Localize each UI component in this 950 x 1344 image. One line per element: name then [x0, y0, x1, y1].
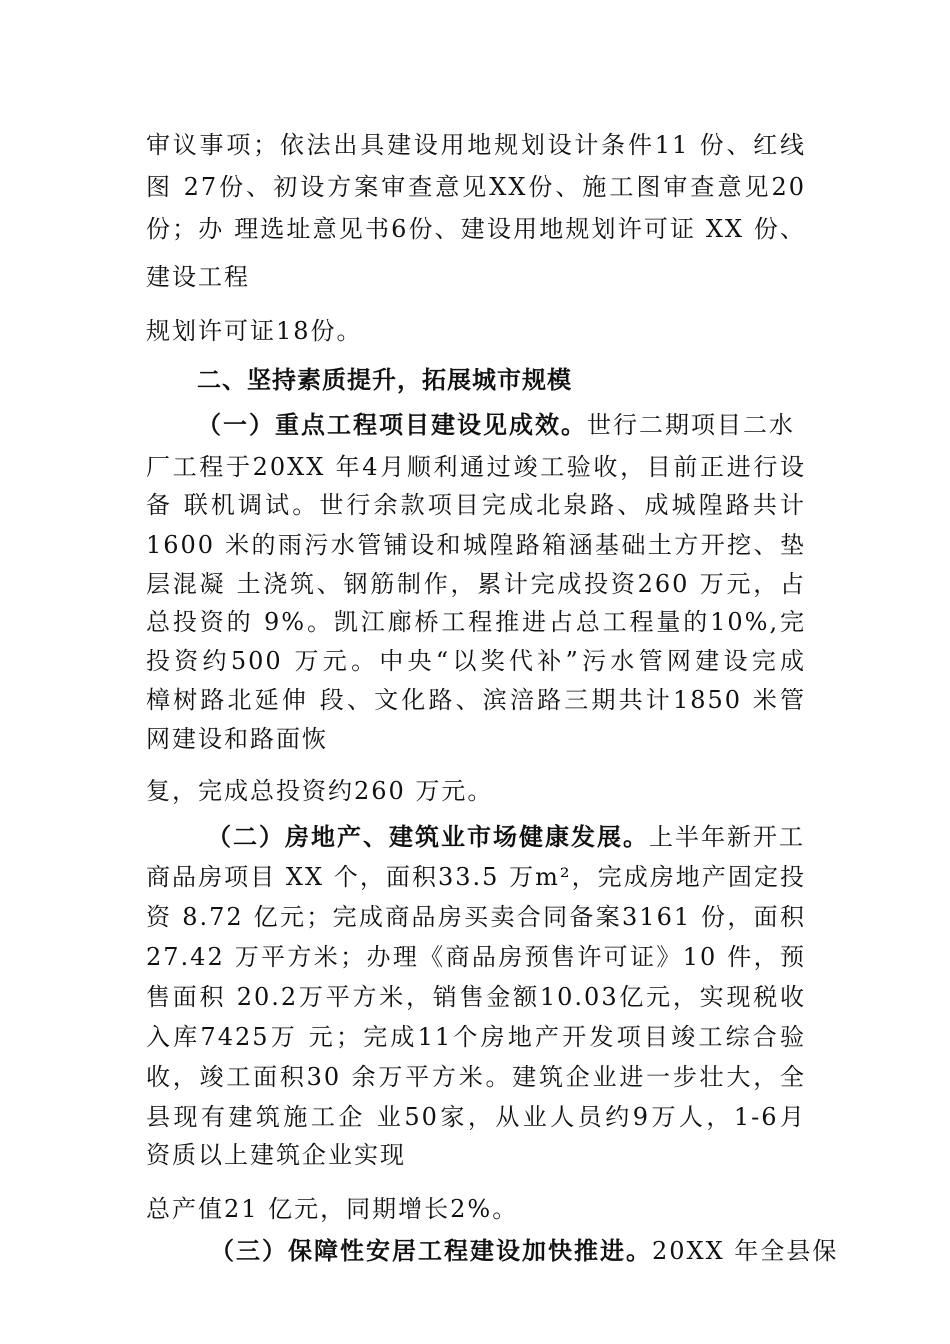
paragraph-line: 27.42 万平方米；办理《商品房预售许可证》10 件，预: [146, 943, 806, 971]
paragraph-text: 世行二期项目二水: [587, 411, 795, 439]
paragraph-line: 份；办 理选址意见书6份、建设用地规划许可证 XX 份、: [146, 215, 806, 243]
paragraph-line: 资质以上建筑企业实现: [146, 1141, 406, 1169]
paragraph-line: 图 27份、初设方案审查意见XX份、施工图审查意见20: [146, 173, 806, 201]
paragraph-line: 规划许可证18份。: [146, 317, 363, 345]
subsection-title: （二）房地产、建筑业市场健康发展。: [207, 822, 649, 851]
paragraph-line: 售面积 20.2万平方米，销售金额10.03亿元，实现税收: [146, 983, 806, 1011]
paragraph-line: 网建设和路面恢: [146, 725, 328, 753]
paragraph-line: 收，竣工面积30 余万平方米。建筑企业进一步壮大，全: [146, 1063, 806, 1091]
subsection-title: （三）保障性安居工程建设加快推进。: [210, 1236, 652, 1265]
paragraph-line: 厂工程于20XX 年4月顺利通过竣工验收，目前正进行设: [146, 453, 806, 481]
paragraph-line: 建设工程: [146, 263, 250, 291]
paragraph-line: 投资约500 万元。中央“以奖代补”污水管网建设完成: [146, 647, 806, 675]
paragraph-line: 层混凝 土浇筑、钢筋制作，累计完成投资260 万元，占: [146, 570, 806, 598]
section-heading: 二、坚持素质提升，拓展城市规模: [197, 366, 572, 394]
paragraph-text: 20XX 年全县保: [652, 1237, 839, 1265]
subsection-paragraph-start: [210, 1236, 839, 1266]
paragraph-line: 复，完成总投资约260 万元。: [146, 777, 494, 805]
paragraph-text: 上半年新开工: [649, 823, 805, 851]
paragraph-line: 入库7425万 元；完成11个房地产开发项目竣工综合验: [146, 1023, 806, 1051]
paragraph-line: 资 8.72 亿元；完成商品房买卖合同备案3161 份，面积: [146, 903, 806, 931]
paragraph-line: 1600 米的雨污水管铺设和城隍路箱涵基础土方开挖、垫: [146, 531, 806, 559]
paragraph-line: 县现有建筑施工企 业50家，从业人员约9万人，1-6月: [146, 1103, 806, 1131]
paragraph-line: 樟树路北延伸 段、文化路、滨涪路三期共计1850 米管: [146, 686, 806, 714]
paragraph-line: 总产值21 亿元，同期增长2%。: [146, 1195, 519, 1223]
paragraph-line: 总投资的 9%。凯江廊桥工程推进占总工程量的10%,完: [146, 608, 806, 636]
subsection-paragraph-start: [197, 410, 806, 440]
paragraph-line: 审议事项；依法出具建设用地规划设计条件11 份、红线: [146, 131, 806, 159]
subsection-title: （一）重点工程项目建设见成效。: [197, 410, 587, 439]
paragraph-line: 备 联机调试。世行余款项目完成北泉路、成城隍路共计: [146, 491, 806, 519]
subsection-paragraph-start: [207, 822, 806, 852]
paragraph-line: 商品房项目 XX 个，面积33.5 万m²，完成房地产固定投: [146, 863, 806, 891]
